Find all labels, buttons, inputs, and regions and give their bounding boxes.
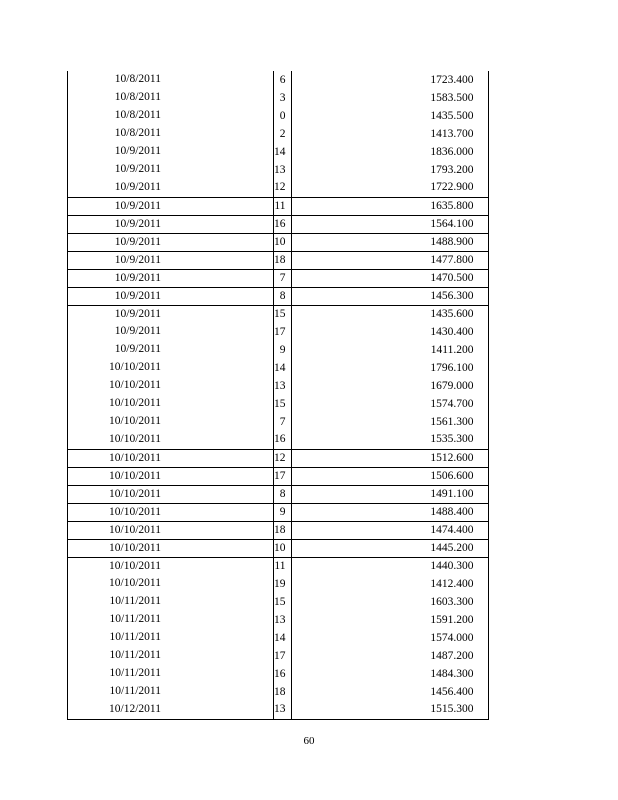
table-row	[68, 467, 489, 485]
table-row	[68, 557, 489, 575]
date-cell	[68, 269, 274, 287]
date-cell	[68, 629, 274, 647]
table-row	[68, 377, 489, 395]
date-text: 10/10/2011	[109, 559, 161, 572]
number-cell: 11	[274, 557, 292, 575]
value-cell: 1430.400	[291, 323, 488, 341]
value-cell: 1491.100	[291, 485, 488, 503]
number-cell: 16	[274, 667, 286, 680]
data-table	[67, 71, 489, 720]
value-cell: 1506.600	[291, 467, 488, 485]
date-text: 10/10/2011	[109, 487, 161, 500]
value-cell: 1793.200	[291, 161, 488, 179]
date-text: 10/10/2011	[109, 505, 161, 518]
table-row	[68, 485, 489, 503]
date-cell	[68, 431, 274, 449]
number-cell: 7	[279, 415, 286, 428]
number-cell: 0	[279, 109, 286, 122]
number-cell: 9	[279, 343, 286, 356]
value-cell: 1487.200	[291, 647, 488, 665]
date-text: 10/8/2011	[114, 109, 161, 121]
value-cell: 1591.200	[291, 611, 488, 629]
date-cell	[68, 503, 274, 521]
number-cell: 7	[274, 269, 292, 287]
value-cell: 1435.500	[291, 107, 488, 125]
table-row	[68, 287, 489, 305]
date-cell	[68, 233, 274, 251]
table-row	[68, 341, 489, 359]
table-row	[68, 125, 489, 143]
table-row	[68, 521, 489, 539]
value-cell: 1411.200	[291, 341, 488, 359]
date-cell	[68, 521, 274, 539]
number-cell: 14	[274, 145, 286, 158]
date-text: 10/11/2011	[109, 667, 161, 679]
value-cell: 1796.100	[291, 359, 488, 377]
date-text: 10/9/2011	[114, 235, 161, 248]
number-cell: 9	[274, 503, 292, 521]
number-cell: 15	[274, 305, 292, 323]
date-cell	[68, 449, 274, 467]
date-text: 10/8/2011	[114, 127, 161, 139]
date-text: 10/11/2011	[109, 595, 161, 607]
date-text: 10/10/2011	[109, 397, 161, 409]
number-cell: 17	[274, 467, 292, 485]
date-cell	[68, 197, 274, 215]
date-text: 10/9/2011	[114, 289, 161, 302]
value-cell: 1723.400	[291, 71, 488, 89]
table-row	[68, 629, 489, 647]
date-cell	[68, 359, 274, 377]
value-cell: 1488.900	[291, 233, 488, 251]
date-cell	[68, 179, 274, 197]
date-text: 10/11/2011	[109, 631, 161, 643]
value-cell: 1456.400	[291, 683, 488, 701]
table-row	[68, 539, 489, 557]
number-cell: 11	[274, 197, 292, 215]
date-text: 10/9/2011	[114, 325, 161, 337]
number-cell: 12	[274, 181, 286, 194]
value-cell: 1440.300	[291, 557, 488, 575]
table-row	[68, 143, 489, 161]
number-cell: 15	[274, 595, 286, 608]
date-cell	[68, 593, 274, 611]
table-row	[68, 413, 489, 431]
number-cell: 10	[274, 539, 292, 557]
date-text: 10/12/2011	[109, 703, 161, 715]
value-cell: 1679.000	[291, 377, 488, 395]
number-cell: 15	[274, 397, 286, 410]
value-cell: 1722.900	[291, 179, 488, 197]
value-cell: 1635.800	[291, 197, 488, 215]
date-text: 10/9/2011	[114, 199, 161, 212]
table-row	[68, 575, 489, 593]
table-row	[68, 503, 489, 521]
table-row	[68, 305, 489, 323]
table-row	[68, 683, 489, 701]
table-row	[68, 665, 489, 683]
number-cell: 16	[274, 215, 292, 233]
value-cell: 1412.400	[291, 575, 488, 593]
value-cell: 1561.300	[291, 413, 488, 431]
date-text: 10/11/2011	[109, 685, 161, 697]
value-cell: 1583.500	[291, 89, 488, 107]
date-text: 10/10/2011	[109, 523, 161, 536]
date-cell	[68, 107, 274, 125]
date-text: 10/10/2011	[109, 577, 161, 589]
date-cell	[68, 701, 274, 719]
date-text: 10/9/2011	[114, 181, 161, 193]
value-cell: 1512.600	[291, 449, 488, 467]
value-cell: 1477.800	[291, 251, 488, 269]
table-row	[68, 107, 489, 125]
date-cell	[68, 485, 274, 503]
date-text: 10/9/2011	[114, 253, 161, 266]
number-cell: 13	[274, 163, 286, 176]
date-text: 10/9/2011	[114, 343, 161, 355]
value-cell: 1488.400	[291, 503, 488, 521]
date-text: 10/9/2011	[114, 217, 161, 230]
number-cell: 12	[274, 449, 292, 467]
date-text: 10/10/2011	[109, 379, 161, 391]
value-cell: 1470.500	[291, 269, 488, 287]
table-row	[68, 215, 489, 233]
date-cell	[68, 143, 274, 161]
date-text: 10/9/2011	[114, 145, 161, 157]
date-cell	[68, 467, 274, 485]
number-cell: 16	[274, 433, 286, 446]
date-cell	[68, 287, 274, 305]
table-row	[68, 647, 489, 665]
table-row	[68, 449, 489, 467]
date-text: 10/9/2011	[114, 163, 161, 175]
date-cell	[68, 611, 274, 629]
value-cell: 1484.300	[291, 665, 488, 683]
value-cell: 1435.600	[291, 305, 488, 323]
date-cell	[68, 305, 274, 323]
table-row	[68, 71, 489, 89]
table-row	[68, 593, 489, 611]
date-cell	[68, 89, 274, 107]
number-cell: 17	[274, 325, 286, 338]
value-cell: 1535.300	[291, 431, 488, 449]
number-cell: 14	[274, 361, 286, 374]
table-row	[68, 161, 489, 179]
date-cell	[68, 341, 274, 359]
number-cell: 13	[274, 379, 286, 392]
table-row	[68, 701, 489, 719]
table-row	[68, 233, 489, 251]
date-cell	[68, 215, 274, 233]
number-cell: 13	[274, 613, 286, 626]
number-cell: 18	[274, 685, 286, 698]
table-row	[68, 431, 489, 449]
date-cell	[68, 323, 274, 341]
date-text: 10/11/2011	[109, 613, 161, 625]
number-cell: 3	[279, 91, 286, 104]
number-cell: 2	[279, 127, 286, 140]
table-row	[68, 89, 489, 107]
date-cell	[68, 377, 274, 395]
value-cell: 1515.300	[291, 701, 488, 719]
table-row	[68, 323, 489, 341]
date-text: 10/9/2011	[114, 307, 161, 320]
number-cell: 13	[274, 703, 286, 716]
value-cell: 1603.300	[291, 593, 488, 611]
number-cell: 8	[274, 485, 292, 503]
value-cell: 1456.300	[291, 287, 488, 305]
value-cell: 1574.700	[291, 395, 488, 413]
date-cell	[68, 71, 274, 89]
number-cell: 19	[274, 577, 286, 590]
value-cell: 1574.000	[291, 629, 488, 647]
date-text: 10/9/2011	[114, 271, 161, 284]
table-row	[68, 179, 489, 197]
number-cell: 14	[274, 631, 286, 644]
date-text: 10/10/2011	[109, 361, 161, 373]
number-cell: 17	[274, 649, 286, 662]
date-cell	[68, 575, 274, 593]
date-cell	[68, 539, 274, 557]
number-cell: 6	[279, 73, 286, 86]
value-cell: 1445.200	[291, 539, 488, 557]
date-cell	[68, 413, 274, 431]
date-cell	[68, 395, 274, 413]
table-row	[68, 269, 489, 287]
value-cell: 1474.400	[291, 521, 488, 539]
date-text: 10/10/2011	[109, 433, 161, 445]
date-text: 10/8/2011	[114, 73, 161, 85]
date-text: 10/10/2011	[109, 541, 161, 554]
date-cell	[68, 251, 274, 269]
value-cell: 1564.100	[291, 215, 488, 233]
date-cell	[68, 125, 274, 143]
number-cell: 10	[274, 233, 292, 251]
date-text: 10/11/2011	[109, 649, 161, 661]
date-text: 10/10/2011	[109, 469, 161, 482]
table-row	[68, 611, 489, 629]
date-cell	[68, 557, 274, 575]
table-row	[68, 359, 489, 377]
table-row	[68, 251, 489, 269]
date-text: 10/10/2011	[109, 415, 161, 427]
number-cell: 8	[274, 287, 292, 305]
value-cell: 1413.700	[291, 125, 488, 143]
table-row	[68, 395, 489, 413]
table-body	[68, 71, 489, 719]
date-cell	[68, 683, 274, 701]
date-text: 10/8/2011	[114, 91, 161, 103]
table-row	[68, 197, 489, 215]
date-cell	[68, 647, 274, 665]
number-cell: 18	[274, 521, 292, 539]
value-cell: 1836.000	[291, 143, 488, 161]
page-number: 60	[303, 735, 315, 747]
number-cell: 18	[274, 251, 292, 269]
date-cell	[68, 665, 274, 683]
date-text: 10/10/2011	[109, 451, 161, 464]
date-cell	[68, 161, 274, 179]
